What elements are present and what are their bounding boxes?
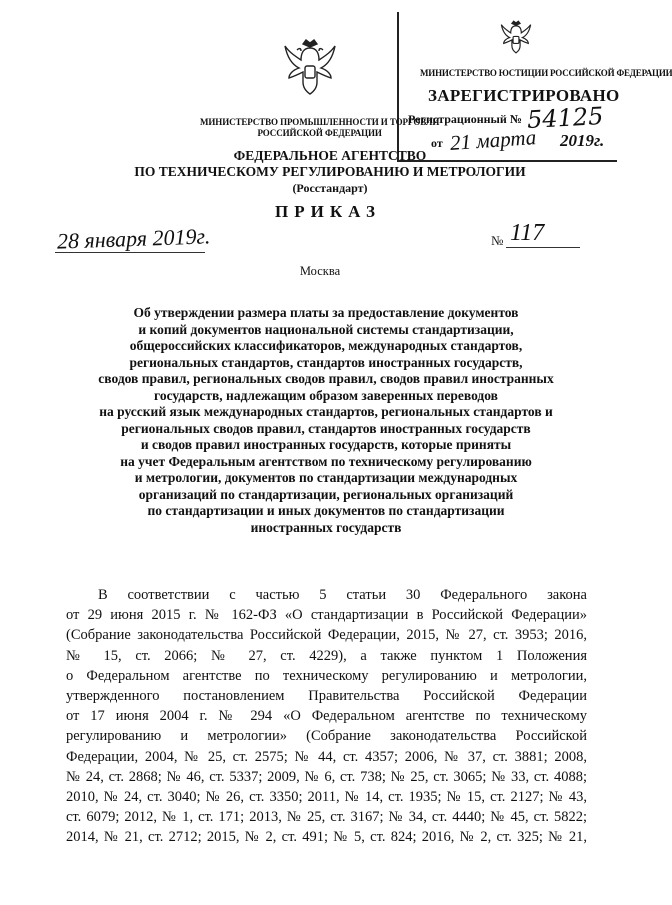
order-date-handwritten: 28 января 2019г. (56, 223, 211, 254)
heading-line: и метрологии, документов по стандартизации международных (134, 470, 518, 485)
agency-header (0, 148, 640, 196)
order-number-label: № (491, 233, 504, 248)
heading-line: на учет Федеральным агентством по техническому регулированию (120, 453, 532, 469)
heading-line: Об утверждении размера платы за предоставление документов (133, 305, 519, 320)
heading-line: и копий документов национальной системы стандартизации, (138, 321, 514, 337)
document-title: ПРИКАЗ (275, 202, 381, 221)
heading-line: организаций по стандартизации, региональных организаций (138, 486, 514, 502)
ministry-header (200, 117, 439, 139)
heading-line: на русский язык международных стандартов, региональных стандартов и (99, 404, 553, 419)
heading-line: общероссийских классификаторов, международных стандартов, (129, 338, 523, 353)
agency-line-2: ПО ТЕХНИЧЕСКОМУ РЕГУЛИРОВАНИЮ И МЕТРОЛОГИИ (134, 164, 526, 179)
order-number-underline (506, 247, 580, 248)
body-line: 2010, № 24, ст. 3040; № 26, ст. 3350; 2011, № 14, ст. 1935; № 15, ст. 2127; № 43, (66, 788, 587, 805)
heading-line: сводов правил, региональных сводов правил, сводов правил иностранных (98, 371, 554, 386)
body-line: (Собрание законодательства Российской Федерации, 2015, № 27, ст. 3953; 2016, (66, 627, 587, 644)
body-line: Федерации, 2004, № 25, ст. 2575; № 44, ст. 4357; 2006, № 37, ст. 3881; 2008, (66, 748, 587, 765)
agency-short-name: (Росстандарт) (292, 181, 368, 195)
heading-line: региональных сводов правил, стандартов иностранных государств (121, 420, 531, 436)
heading-line: по стандартизации и иных документов по стандартизации (147, 503, 505, 518)
stamp-regnum-label: Регистрационный № (408, 112, 522, 126)
body-line: ст. 6079; 2012, № 1, ст. 171; 2013, № 25, ст. 3167; № 34, ст. 4440; № 45, ст. 5822; (66, 809, 587, 826)
body-paragraph (66, 585, 587, 847)
order-subject-heading (60, 305, 592, 536)
ministry-line-1: МИНИСТЕРСТВО ПРОМЫШЛЕННОСТИ И ТОРГОВЛИ (200, 117, 440, 127)
body-line: № 15, ст. 2066; № 27, ст. 4229), а также пунктом 1 Положения (66, 647, 587, 664)
body-line: регулированию и метрологии» (Собрание законодательства Российской (66, 728, 587, 745)
heading-line: и сводов правил иностранных государств, которые приняты (140, 437, 512, 452)
body-line: В соответствии с частью 5 статьи 30 Федерального закона (98, 587, 587, 603)
body-line: утвержденного постановлением Правительства Российской Федерации (66, 687, 587, 704)
stamp-coat-of-arms-emblem (500, 20, 532, 54)
agency-line-1: ФЕДЕРАЛЬНОЕ АГЕНТСТВО (233, 148, 427, 163)
stamp-year-handwritten: 2019г. (560, 131, 605, 150)
body-line: о Федеральном агентстве по техническому регулированию и метрологии, (66, 667, 587, 684)
stamp-date-label: от (431, 136, 443, 150)
body-line: от 17 июня 2004 г. № 294 «О Федеральном агентстве по техническому (66, 708, 587, 725)
ministry-line-2: РОССИЙСКОЙ ФЕДЕРАЦИИ (257, 128, 382, 138)
stamp-regnum-handwritten: 54125 (526, 102, 605, 134)
city-name: Москва (299, 264, 341, 278)
body-line: 2014, № 21, ст. 2712; 2015, № 2, ст. 491; № 5, ст. 824; 2016, № 2, ст. 325; № 21, (66, 829, 587, 846)
heading-line: региональных стандартов, стандартов иностранных государств, (129, 354, 523, 370)
order-date-underline (55, 252, 205, 253)
body-line: от 29 июня 2015 г. № 162-ФЗ «О стандартизации в Российской Федерации» (66, 607, 587, 624)
stamp-ministry-text: МИНИСТЕРСТВО ЮСТИЦИИ РОССИЙСКОЙ ФЕДЕРАЦИИ (420, 68, 672, 78)
heading-line: иностранных государств (250, 519, 402, 535)
body-line: № 24, ст. 2868; № 46, ст. 5337; 2009, № 6, ст. 738; № 25, ст. 3065; № 33, ст. 4088; (66, 768, 587, 785)
stamp-registered-text: ЗАРЕГИСТРИРОВАНО (428, 86, 620, 105)
stamp-date-handwritten: 21 марта (449, 125, 537, 155)
heading-line: государств, надлежащим образом заверенных переводов (154, 387, 498, 403)
order-number-handwritten: 117 (510, 220, 545, 246)
coat-of-arms-emblem (283, 38, 337, 96)
